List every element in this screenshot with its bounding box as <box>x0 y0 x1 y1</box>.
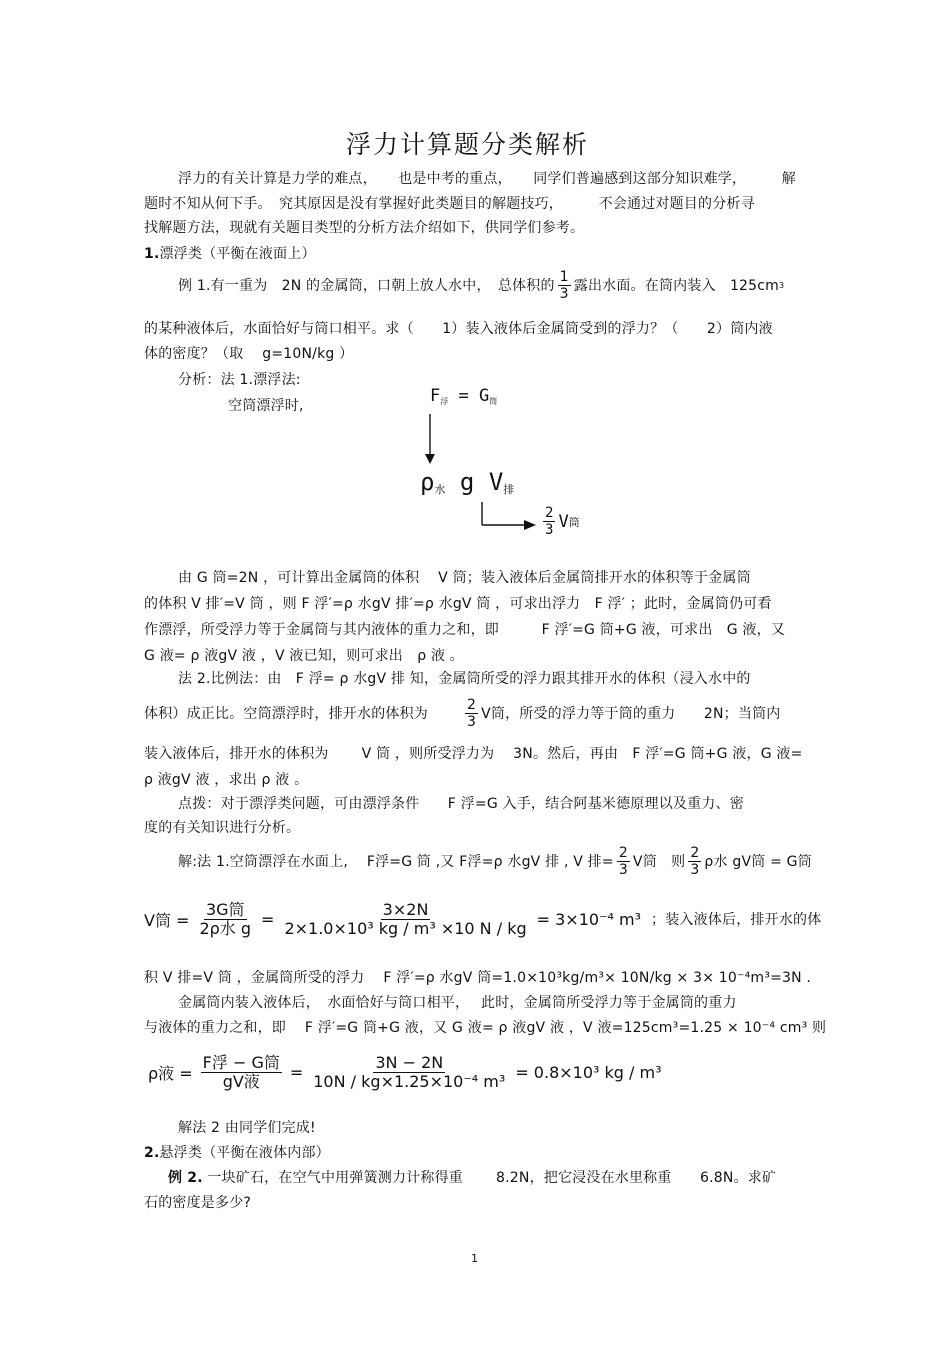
example-1-line-1 <box>178 270 784 301</box>
body-line-1: 由 G 筒=2N ，可计算出金属筒的体积 V 筒；装入液体后金属筒排开水的体积等于金属筒 <box>178 570 751 586</box>
density-frac-2-num: 3N − 2N <box>375 1053 444 1072</box>
volume-result: = 3×10⁻⁴ m³ <box>536 910 642 929</box>
density-fraction-2 <box>311 1055 507 1090</box>
body-line-7: 装入液体后，排开水的体积为 V 筒 ，则所受浮力为 3N。然后，再由 F 浮′=G 筒+G 液，G 液= <box>144 746 803 762</box>
solution-frac-b-num: 2 <box>690 845 700 861</box>
solution-line-2: 积 V 排=V 筒 ，金属筒所受的浮力 F 浮′=ρ 水gV 筒=1.0×10³kg/m³× 10N/kg × 3× 10⁻⁴m³=3N . <box>144 970 812 986</box>
body-line-6-frac-num: 2 <box>467 697 477 713</box>
solution-fraction-a <box>617 846 630 877</box>
solution-line-1-a: 解:法 1.空筒漂浮在水面上, F浮=G 筒 ,又 F浮=ρ 水gV 排 , V 排= <box>178 853 614 870</box>
solution-line-1-b: V筒 则 <box>632 853 686 870</box>
density-frac-1-den: gV液 <box>222 1072 260 1091</box>
body-line-6-b: V筒，所受的浮力等于筒的重力 2N；当筒内 <box>481 705 781 722</box>
intro-line-2: 题时不知从何下手。 究其原因是没有掌握好此类题目的解题技巧， 不会通过对题目的分析寻 <box>144 196 755 212</box>
solution-density-equation <box>148 1055 662 1090</box>
solution-line-1-c: ρ水 gV筒 = G筒 <box>704 853 812 870</box>
diagram-f: F <box>430 386 441 406</box>
analysis-label: 分析：法 1.漂浮法: <box>178 372 301 388</box>
volume-frac-1-num: 3G筒 <box>205 900 245 919</box>
example-1-line-3: 体的密度？（取 g=10N/kg ） <box>144 346 354 362</box>
example-2-line-1 <box>168 1168 776 1188</box>
example-2-text: 一块矿石，在空气中用弹簧测力计称得重 8.2N，把它浸没在水里称重 6.8N。求矿 <box>202 1170 777 1186</box>
body-line-4: G 液= ρ 液gV 液 ，V 液已知，则可求出 ρ 液 。 <box>144 648 464 664</box>
diagram-v2: V <box>558 511 569 532</box>
density-equals-sign: = <box>289 1063 304 1082</box>
section-1-text: 漂浮类（平衡在液面上） <box>159 246 316 262</box>
fraction-one-third <box>558 270 571 301</box>
diagram-g-sub: 筒 <box>489 397 498 406</box>
section-2-text: 悬浮类（平衡在液体内部） <box>159 1145 330 1161</box>
density-fraction-1 <box>201 1055 282 1090</box>
solution-line-3: 金属筒内装入液体后， 水面恰好与筒口相平， 此时，金属筒所受浮力等于金属筒的重力 <box>178 995 737 1011</box>
body-line-2: 的体积 V 排′=V 筒 ，则 F 浮′=ρ 水gV 排′=ρ 水gV 筒 ，可求出浮力 F 浮′ ；此时，金属筒仍可看 <box>144 596 772 612</box>
diagram-formula-middle <box>420 468 514 497</box>
diagram-eq-g: = G <box>458 386 490 406</box>
example-2-label: 例 2. <box>168 1170 203 1186</box>
example-1-line-2: 的某种液体后，水面恰好与筒口相平。求（ 1）装入液体后金属筒受到的浮力？（ 2）筒内液 <box>144 321 773 337</box>
solution-frac-a-den: 3 <box>618 862 628 878</box>
fraction-denominator: 3 <box>559 286 569 302</box>
diagram-rho-sub: 水 <box>434 483 446 496</box>
volume-fraction-1 <box>197 902 253 937</box>
arrow-right-head <box>524 520 536 530</box>
diagram-formula-bottom <box>540 506 580 537</box>
diagram-formula-top <box>430 386 497 407</box>
density-result: = 0.8×10³ kg / m³ <box>515 1063 662 1082</box>
volume-tail-text: ；装入液体后，排开水的体 <box>651 911 822 928</box>
body-line-10: 度的有关知识进行分析。 <box>144 820 301 836</box>
solution-fraction-b <box>688 846 701 877</box>
body-line-5: 法 2.比例法：由 F 浮= ρ 水gV 排 知，金属筒所受的浮力跟其排开水的体积（浸入水中的 <box>178 671 751 687</box>
example-1-label: 例 1. <box>178 277 211 294</box>
diagram-frac-num: 2 <box>545 505 554 521</box>
volume-frac-2-num: 3×2N <box>382 900 429 919</box>
density-label: ρ液 = <box>148 1064 193 1083</box>
body-line-6-a: 体积）成正比。空筒漂浮时，排开水的体积为 <box>144 705 428 722</box>
diagram-rho: ρ <box>420 468 435 496</box>
volume-label: V筒 = <box>144 911 190 930</box>
solution-line-5: 解法 2 由同学们完成! <box>178 1120 316 1136</box>
volume-fraction-2 <box>282 902 528 937</box>
section-2-heading <box>144 1143 330 1163</box>
diagram-f-sub: 浮 <box>440 397 449 406</box>
volume-frac-2-den: 2×1.0×10³ kg / m³ ×10 N / kg <box>284 919 527 938</box>
diagram-fraction <box>543 506 555 537</box>
equals-sign: = <box>261 910 275 929</box>
body-line-9: 点拨：对于漂浮类问题，可由漂浮条件 F 浮=G 入手，结合阿基米德原理以及重力、密 <box>178 796 744 812</box>
example-2-line-2: 石的密度是多少? <box>144 1195 252 1211</box>
section-2-number: 2. <box>144 1145 160 1161</box>
volume-frac-1-den: 2ρ水 g <box>199 919 252 938</box>
section-1-number: 1. <box>144 246 160 262</box>
cubic-superscript: 3 <box>779 280 785 290</box>
body-line-6-frac-den: 3 <box>467 714 477 730</box>
body-line-6 <box>144 698 780 729</box>
diagram-v2-sub: 筒 <box>568 515 580 529</box>
analysis-empty-floating: 空筒漂浮时, <box>228 398 304 414</box>
solution-volume-equation <box>144 902 821 937</box>
example-1-text-a: 有一重为 2N 的金属筒，口朝上放人水中， 总体积的 <box>210 277 555 294</box>
solution-frac-b-den: 3 <box>690 862 700 878</box>
page-title: 浮力计算题分类解析 <box>346 130 590 159</box>
arrow-down-head <box>425 454 435 464</box>
fraction-numerator: 1 <box>559 269 569 285</box>
solution-line-1 <box>178 846 812 877</box>
body-line-3: 作漂浮，所受浮力等于金属筒与其内液体的重力之和，即 F 浮′=G 筒+G 液，可求出 G 液，又 <box>144 622 786 638</box>
diagram-g: g <box>459 468 475 496</box>
intro-line-3: 找解题方法，现就有关题目类型的分析方法介绍如下，供同学们参考。 <box>144 220 585 236</box>
body-line-8: ρ 液gV 液 ，求出 ρ 液 。 <box>144 772 309 788</box>
density-frac-1-num: F浮 − G筒 <box>202 1053 280 1072</box>
body-line-6-fraction <box>465 698 478 729</box>
diagram-frac-den: 3 <box>545 522 554 538</box>
section-1-heading <box>144 244 316 264</box>
page-number: 1 <box>471 1252 478 1265</box>
solution-frac-a-num: 2 <box>618 845 628 861</box>
example-1-text-b: 露出水面。在筒内装入 125cm <box>573 277 780 294</box>
solution-line-4: 与液体的重力之和，即 F 浮′=G 筒+G 液，又 G 液= ρ 液gV 液 ，V 液=125cm³=1.25 × 10⁻⁴ cm³ 则 <box>144 1020 827 1036</box>
diagram-v-sub: 排 <box>503 483 515 496</box>
intro-line-1: 浮力的有关计算是力学的难点， 也是中考的重点， 同学们普遍感到这部分知识难学， 解 <box>178 171 796 187</box>
density-frac-2-den: 10N / kg×1.25×10⁻⁴ m³ <box>313 1072 506 1091</box>
diagram-v: V <box>488 468 504 496</box>
